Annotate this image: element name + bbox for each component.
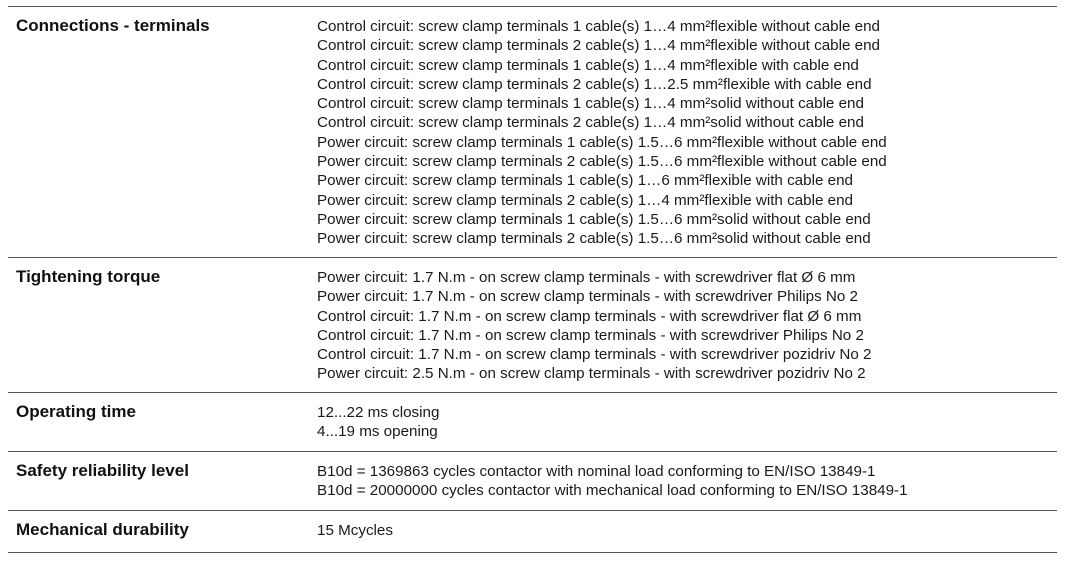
spec-value-line: 15 Mcycles — [317, 522, 393, 539]
spec-label: Connections - terminals — [16, 16, 210, 35]
spec-row-operating-time — [8, 393, 1057, 452]
spec-values — [317, 393, 1057, 451]
spec-row-connections-terminals — [8, 7, 1057, 258]
spec-label: Mechanical durability — [16, 520, 189, 539]
spec-label: Safety reliability level — [16, 461, 189, 480]
spec-values — [317, 258, 1057, 392]
spec-value-line: Power circuit: screw clamp terminals 2 cable(s) 1…4 mm²flexible with cable end — [317, 191, 853, 209]
spec-value-line: Control circuit: screw clamp terminals 2 cable(s) 1…4 mm²solid without cable end — [317, 114, 864, 132]
spec-value-line: Control circuit: screw clamp terminals 2 cable(s) 1…4 mm²flexible without cable end — [317, 37, 880, 55]
spec-label: Operating time — [16, 402, 136, 421]
spec-row-tightening-torque — [8, 258, 1057, 393]
spec-values — [317, 511, 1057, 552]
spec-value-line: Control circuit: screw clamp terminals 2 cable(s) 1…2.5 mm²flexible with cable end — [317, 75, 872, 93]
spec-table — [8, 6, 1057, 553]
spec-value-line: Control circuit: 1.7 N.m - on screw clamp terminals - with screwdriver Philips No 2 — [317, 326, 864, 344]
spec-row-safety-reliability-level — [8, 452, 1057, 511]
spec-value-line: Power circuit: screw clamp terminals 1 cable(s) 1…6 mm²flexible with cable end — [317, 172, 853, 190]
spec-value-line: B10d = 1369863 cycles contactor with nominal load conforming to EN/ISO 13849-1 — [317, 463, 876, 480]
spec-value-line: Control circuit: screw clamp terminals 1 cable(s) 1…4 mm²flexible without cable end — [317, 18, 880, 35]
spec-value-line: 4...19 ms opening — [317, 423, 438, 441]
spec-value-line: Power circuit: screw clamp terminals 2 cable(s) 1.5…6 mm²flexible without cable end — [317, 153, 887, 171]
spec-value-line: Power circuit: 2.5 N.m - on screw clamp terminals - with screwdriver pozidriv No 2 — [317, 365, 866, 383]
spec-value-line: 12...22 ms closing — [317, 404, 440, 421]
spec-value-line: B10d = 20000000 cycles contactor with mechanical load conforming to EN/ISO 13849-1 — [317, 482, 908, 500]
spec-row-mechanical-durability — [8, 511, 1057, 553]
spec-value-line: Power circuit: 1.7 N.m - on screw clamp terminals - with screwdriver flat Ø 6 mm — [317, 269, 856, 286]
spec-values — [317, 7, 1057, 257]
spec-values — [317, 452, 1057, 510]
spec-value-line: Control circuit: screw clamp terminals 1 cable(s) 1…4 mm²solid without cable end — [317, 95, 864, 113]
spec-value-line: Control circuit: 1.7 N.m - on screw clamp terminals - with screwdriver pozidriv No 2 — [317, 346, 872, 364]
spec-value-line: Control circuit: screw clamp terminals 1 cable(s) 1…4 mm²flexible with cable end — [317, 56, 859, 74]
spec-label: Tightening torque — [16, 267, 161, 286]
spec-value-line: Power circuit: screw clamp terminals 1 cable(s) 1.5…6 mm²solid without cable end — [317, 210, 871, 228]
spec-value-line: Power circuit: screw clamp terminals 2 cable(s) 1.5…6 mm²solid without cable end — [317, 230, 871, 248]
spec-value-line: Power circuit: 1.7 N.m - on screw clamp terminals - with screwdriver Philips No 2 — [317, 288, 858, 306]
spec-value-line: Power circuit: screw clamp terminals 1 cable(s) 1.5…6 mm²flexible without cable end — [317, 133, 887, 151]
spec-value-line: Control circuit: 1.7 N.m - on screw clamp terminals - with screwdriver flat Ø 6 mm — [317, 307, 862, 325]
